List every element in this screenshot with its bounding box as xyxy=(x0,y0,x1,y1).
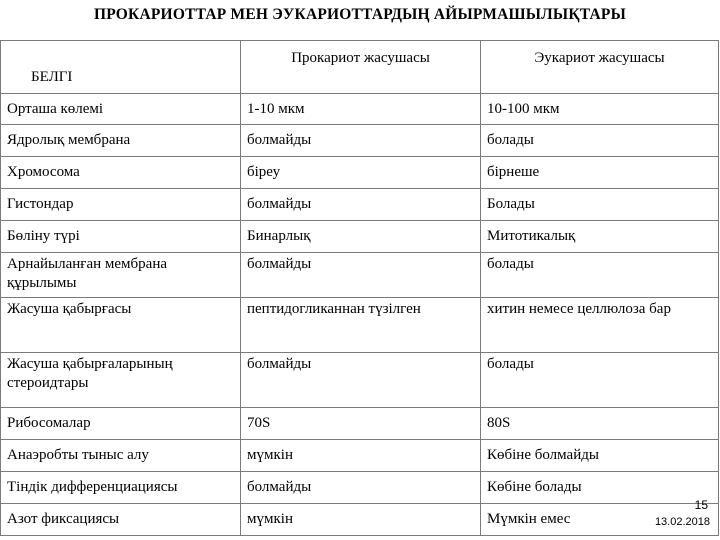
table-row xyxy=(1,125,719,157)
table-row xyxy=(1,440,719,472)
eukaryote-cell: болады xyxy=(481,125,719,157)
table-row xyxy=(1,189,719,221)
eukaryote-cell: Болады xyxy=(481,189,719,221)
feature-cell: Хромосома xyxy=(1,157,241,189)
page-title: ПРОКАРИОТТАР МЕН ЭУКАРИОТТАРДЫҢ АЙЫРМАШЫЛЫҚТАРЫ xyxy=(93,6,627,23)
eukaryote-cell: болады xyxy=(481,253,719,298)
table-row xyxy=(1,472,719,504)
header-cell-feature xyxy=(1,41,241,94)
prokaryote-cell: мүмкін xyxy=(241,504,481,536)
eukaryote-cell: Көбіне болмайды xyxy=(481,440,719,472)
eukaryote-cell: 80S xyxy=(481,408,719,440)
eukaryote-cell: болады xyxy=(481,353,719,408)
header-cell-prokaryote xyxy=(241,41,481,94)
comparison-table xyxy=(0,40,719,536)
feature-cell: Рибосомалар xyxy=(1,408,241,440)
slide-number: 15 xyxy=(694,498,708,512)
header-feature-label: БЕЛГІ xyxy=(31,69,73,85)
prokaryote-cell: 70S xyxy=(241,408,481,440)
feature-cell: Орташа көлемі xyxy=(1,94,241,125)
eukaryote-cell: Мүмкін емес xyxy=(481,504,719,536)
feature-cell: Ядролық мембрана xyxy=(1,125,241,157)
table-row xyxy=(1,504,719,536)
eukaryote-cell: 10-100 мкм xyxy=(481,94,719,125)
prokaryote-cell: Бинарлық xyxy=(241,221,481,253)
table-row xyxy=(1,253,719,298)
prokaryote-cell: болмайды xyxy=(241,189,481,221)
eukaryote-cell: Митотикалық xyxy=(481,221,719,253)
feature-cell: Арнайыланған мембрана құрылымы xyxy=(1,253,241,298)
eukaryote-cell: хитин немесе целлюлоза бар xyxy=(481,298,719,353)
eukaryote-cell: бірнеше xyxy=(481,157,719,189)
prokaryote-cell: біреу xyxy=(241,157,481,189)
prokaryote-cell: болмайды xyxy=(241,125,481,157)
prokaryote-cell: болмайды xyxy=(241,472,481,504)
table-row xyxy=(1,408,719,440)
feature-cell: Тіндік дифференциациясы xyxy=(1,472,241,504)
table-row xyxy=(1,157,719,189)
feature-cell: Гистондар xyxy=(1,189,241,221)
prokaryote-cell: 1-10 мкм xyxy=(241,94,481,125)
feature-cell: Анаэробты тыныс алу xyxy=(1,440,241,472)
table-row xyxy=(1,353,719,408)
header-cell-eukaryote xyxy=(481,41,719,94)
table-row xyxy=(1,221,719,253)
header-prokaryote-label: Прокариот жасушасы xyxy=(291,50,430,66)
feature-cell: Жасуша қабырғасы xyxy=(1,298,241,353)
prokaryote-cell: болмайды xyxy=(241,353,481,408)
table-row xyxy=(1,298,719,353)
title-bar xyxy=(0,0,720,40)
feature-cell: Бөліну түрі xyxy=(1,221,241,253)
feature-cell: Жасуша қабырғаларының стероидтары xyxy=(1,353,241,408)
prokaryote-cell: пептидогликаннан түзілген xyxy=(241,298,481,353)
feature-cell: Азот фиксациясы xyxy=(1,504,241,536)
prokaryote-cell: мүмкін xyxy=(241,440,481,472)
table-header-row xyxy=(1,41,719,94)
table-row xyxy=(1,94,719,125)
eukaryote-cell: Көбіне болады xyxy=(481,472,719,504)
prokaryote-cell: болмайды xyxy=(241,253,481,298)
slide-date: 13.02.2018 xyxy=(654,516,710,528)
header-eukaryote-label: Эукариот жасушасы xyxy=(534,50,665,66)
